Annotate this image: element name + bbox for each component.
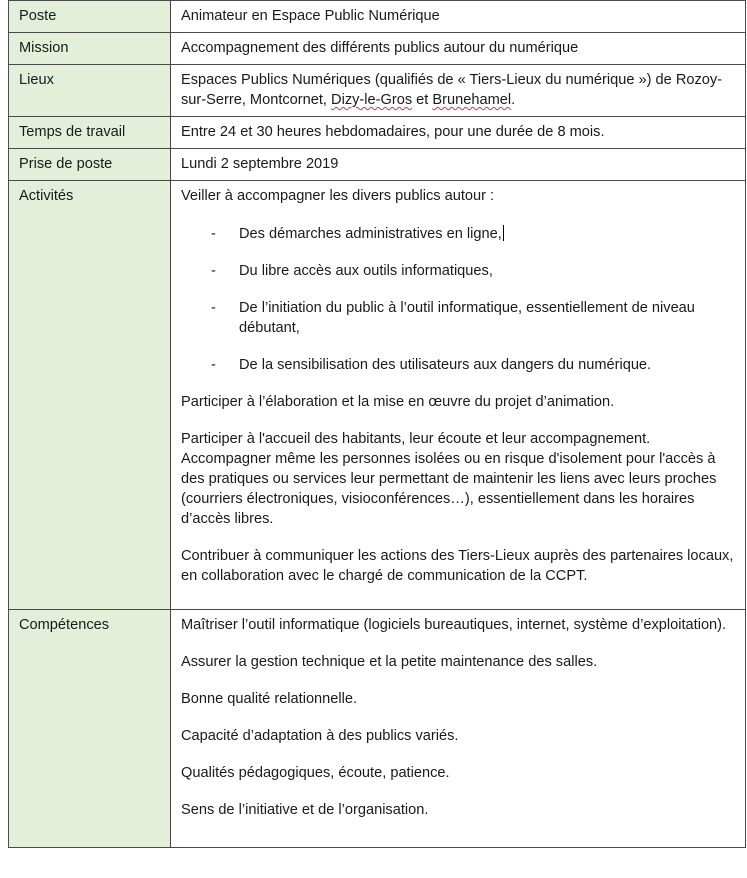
list-item-text: De l’initiation du public à l’outil informatique, essentiellement de niveau débutant, xyxy=(239,300,695,336)
value-prise-de-poste: Lundi 2 septembre 2019 xyxy=(171,149,746,181)
activites-paragraph: Contribuer à communiquer les actions des Tiers-Lieux auprès des partenaires locaux, en collaboration avec le chargé de communication de la CCPT. xyxy=(181,548,734,584)
competence-item: Assurer la gestion technique et la petite maintenance des salles. xyxy=(181,654,598,670)
spellcheck-flagged-word: Dizy-le-Gros xyxy=(331,92,413,108)
row-mission xyxy=(9,33,746,65)
row-activites xyxy=(9,181,746,610)
dash-bullet-icon: - xyxy=(211,357,216,373)
row-temps-de-travail xyxy=(9,117,746,149)
label-prise-de-poste: Prise de poste xyxy=(9,149,171,181)
label-lieux: Lieux xyxy=(9,65,171,117)
list-item xyxy=(181,298,739,338)
row-poste xyxy=(9,1,746,33)
lieux-text-2: et xyxy=(412,92,433,108)
lieux-text-1: Espaces Publics Numériques (qualifiés de « Tiers-Lieux du numérique ») de Rozoy-sur-Serre, Montcornet, xyxy=(181,72,723,108)
competence-item: Capacité d’adaptation à des publics variés. xyxy=(181,728,459,744)
value-lieux xyxy=(171,65,746,117)
dash-bullet-icon: - xyxy=(211,263,216,279)
row-lieux xyxy=(9,65,746,117)
dash-bullet-icon: - xyxy=(211,226,216,242)
dash-bullet-icon: - xyxy=(211,300,216,316)
value-poste: Animateur en Espace Public Numérique xyxy=(171,1,746,33)
label-poste: Poste xyxy=(9,1,171,33)
row-prise-de-poste xyxy=(9,149,746,181)
list-item xyxy=(181,355,739,375)
row-competences xyxy=(9,610,746,848)
competence-item: Sens de l’initiative et de l’organisation. xyxy=(181,802,429,818)
activites-paragraph: Participer à l'accueil des habitants, leur écoute et leur accompagnement. Accompagner même les personnes isolées ou en risque d'isolement pour l'accès à des pratiques ou services leur permettant de maintenir les liens avec leurs proches (courriers électroniques, visioconférences…), essentiellement dans les horaires d’accès libres. xyxy=(181,431,717,527)
label-mission: Mission xyxy=(9,33,171,65)
lieux-text-3: . xyxy=(511,92,516,108)
spellcheck-flagged-word: Brunehamel xyxy=(432,92,512,108)
list-item xyxy=(181,261,739,281)
label-temps-de-travail: Temps de travail xyxy=(9,117,171,149)
value-temps-de-travail: Entre 24 et 30 heures hebdomadaires, pour une durée de 8 mois. xyxy=(171,117,746,149)
list-item-text: Du libre accès aux outils informatiques, xyxy=(239,263,493,279)
job-description-table xyxy=(8,0,746,848)
text-cursor xyxy=(503,225,504,241)
competence-item: Bonne qualité relationnelle. xyxy=(181,691,358,707)
activites-intro: Veiller à accompagner les divers publics autour : xyxy=(181,188,495,204)
value-mission: Accompagnement des différents publics autour du numérique xyxy=(171,33,746,65)
competence-item: Qualités pédagogiques, écoute, patience. xyxy=(181,765,450,781)
list-item-text: Des démarches administratives en ligne, xyxy=(239,226,502,242)
value-activites xyxy=(171,181,746,610)
list-item xyxy=(181,224,739,244)
activites-bullet-list xyxy=(181,224,739,375)
value-competences xyxy=(171,610,746,848)
label-competences: Compétences xyxy=(9,610,171,848)
list-item-text: De la sensibilisation des utilisateurs aux dangers du numérique. xyxy=(239,357,652,373)
competence-item: Maîtriser l’outil informatique (logiciels bureautiques, internet, système d’exploitation). xyxy=(181,617,727,633)
label-activites: Activités xyxy=(9,181,171,610)
activites-paragraph: Participer à l’élaboration et la mise en œuvre du projet d’animation. xyxy=(181,394,615,410)
